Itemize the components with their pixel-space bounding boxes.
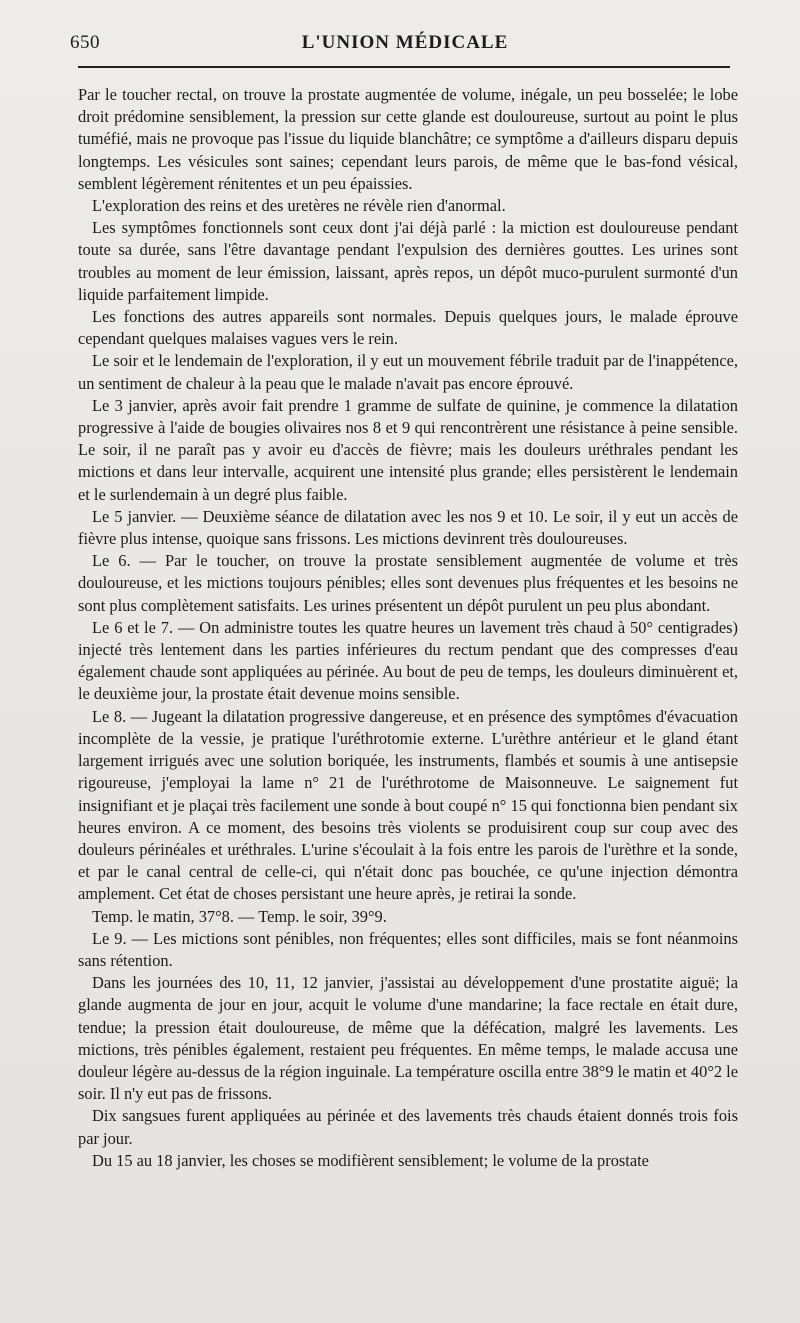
- paragraph: Les fonctions des autres appareils sont normales. Depuis quelques jours, le malade éprouve cependant quelques malaises vagues vers le rein.: [78, 307, 738, 349]
- paragraph: Le 5 janvier. — Deuxième séance de dilatation avec les nos 9 et 10. Le soir, il y eut un accès de fièvre plus intense, quoique sans frissons. Les mictions devinrent très douloureuses.: [78, 506, 738, 549]
- paragraph: Temp. le matin, 37°8. — Temp. le soir, 39°9.: [92, 906, 387, 926]
- paragraph: Le 3 janvier, après avoir fait prendre 1 gramme de sulfate de quinine, je commence la dilatation progressive à l'aide de bougies olivaires nos 8 et 9 qui rencontrèrent une résistance à peine sensible. Le soir, il ne paraît pas y avoir eu d'accès de fièvre; mais les douleurs uréthrales pendant les mictions et dans leur intervalle, acquirent une intensité plus grande; elles persistèrent le lendemain et le surlendemain à un degré plus faible.: [78, 395, 738, 504]
- journal-title: L'UNION MÉDICALE: [301, 32, 509, 53]
- paragraph: Le 6. — Par le toucher, on trouve la prostate sensiblement augmentée de volume et très douloureuse, et les mictions toujours pénibles; elles sont devenues plus fréquentes et les besoins ne sont plus complètement satisfaits. Les urines présentent un dépôt purulent un peu plus abondant.: [78, 551, 738, 615]
- paragraph: Le 9. — Les mictions sont pénibles, non fréquentes; elles sont difficiles, mais se font néanmoins sans rétention.: [78, 928, 738, 970]
- paragraph: Les symptômes fonctionnels sont ceux dont j'ai déjà parlé : la miction est douloureuse pendant toute sa durée, sans l'être davantage pendant l'expulsion des dernières gouttes. Les urines sont troubles au moment de leur émission, laissant, après repos, un dépôt muco-purulent surmonté d'un liquide parfaitement limpide.: [78, 218, 738, 304]
- article-body: [78, 84, 738, 1172]
- paragraph: Le soir et le lendemain de l'exploration, il y eut un mouvement fébrile traduit par de l'inappétence, un sentiment de chaleur à la peau que le malade n'avait pas encore éprouvé.: [78, 351, 738, 393]
- page-number: 650: [70, 32, 100, 53]
- paragraph: Dix sangsues furent appliquées au périnée et des lavements très chauds étaient donnés trois fois par jour.: [78, 1106, 738, 1148]
- paragraph: L'exploration des reins et des uretères ne révèle rien d'anormal.: [92, 196, 506, 216]
- paragraph: Dans les journées des 10, 11, 12 janvier, j'assistai au développement d'une prostatite aiguë; la glande augmenta de jour en jour, acquit le volume d'une mandarine; la face rectale en était dure, tendue; la pression était douloureuse, de même que la défécation, malgré les lavements. Les mictions, très pénibles également, restaient peu fréquentes. En même temps, le malade accusa une douleur légère au-dessus de la région inguinale. La température oscilla entre 38°9 le matin et 40°2 le soir. Il n'y eut pas de frissons.: [78, 973, 738, 1104]
- paragraph: Le 6 et le 7. — On administre toutes les quatre heures un lavement très chaud à 50° centigrades) injecté très lentement dans les parties inférieures du rectum pendant que des compresses d'eau également chaude sont appliquées au périnée. Au bout de peu de temps, les douleurs diminuèrent et, le deuxième jour, la prostate était devenue moins sensible.: [78, 617, 738, 704]
- header-rule: [78, 66, 730, 68]
- paragraph: Par le toucher rectal, on trouve la prostate augmentée de volume, inégale, un peu bosselée; le lobe droit prédomine sensiblement, la pression sur cette glande est douloureuse, surtout au point le plus tuméfié, mais ne provoque pas l'issue du liquide blanchâtre; ce symptôme a d'ailleurs disparu depuis longtemps. Les vésicules sont saines; cependant leurs parois, de même que le bas-fond vésical, semblent légèrement rénitentes et un peu épaissies.: [78, 85, 738, 193]
- paragraph: Le 8. — Jugeant la dilatation progressive dangereuse, et en présence des symptômes d'évacuation incomplète de la vessie, je pratique l'uréthrotomie externe. L'urèthre antérieur et le gland étant largement irrigués avec une solution boriquée, les instruments, flambés et soumis à une antisepsie rigoureuse, j'employai la lame n° 21 de l'uréthrotome de Maisonneuve. Le saignement fut insignifiant et je plaçai très facilement une sonde à bout coupé n° 15 qui fonctionna bien pendant six heures environ. A ce moment, des besoins très violents se produisirent coup sur coup avec des douleurs périnéales et uréthrales. L'urine s'écoulait à la fois entre les parois de l'urèthre et la sonde, et par le canal central de celle-ci, qui n'était donc pas bouchée, ce qu'une injection démontra amplement. Cet état de choses persistant une heure après, je retirai la sonde.: [78, 706, 738, 904]
- page-header: [70, 30, 740, 60]
- paragraph: Du 15 au 18 janvier, les choses se modifièrent sensiblement; le volume de la prostate: [92, 1150, 649, 1170]
